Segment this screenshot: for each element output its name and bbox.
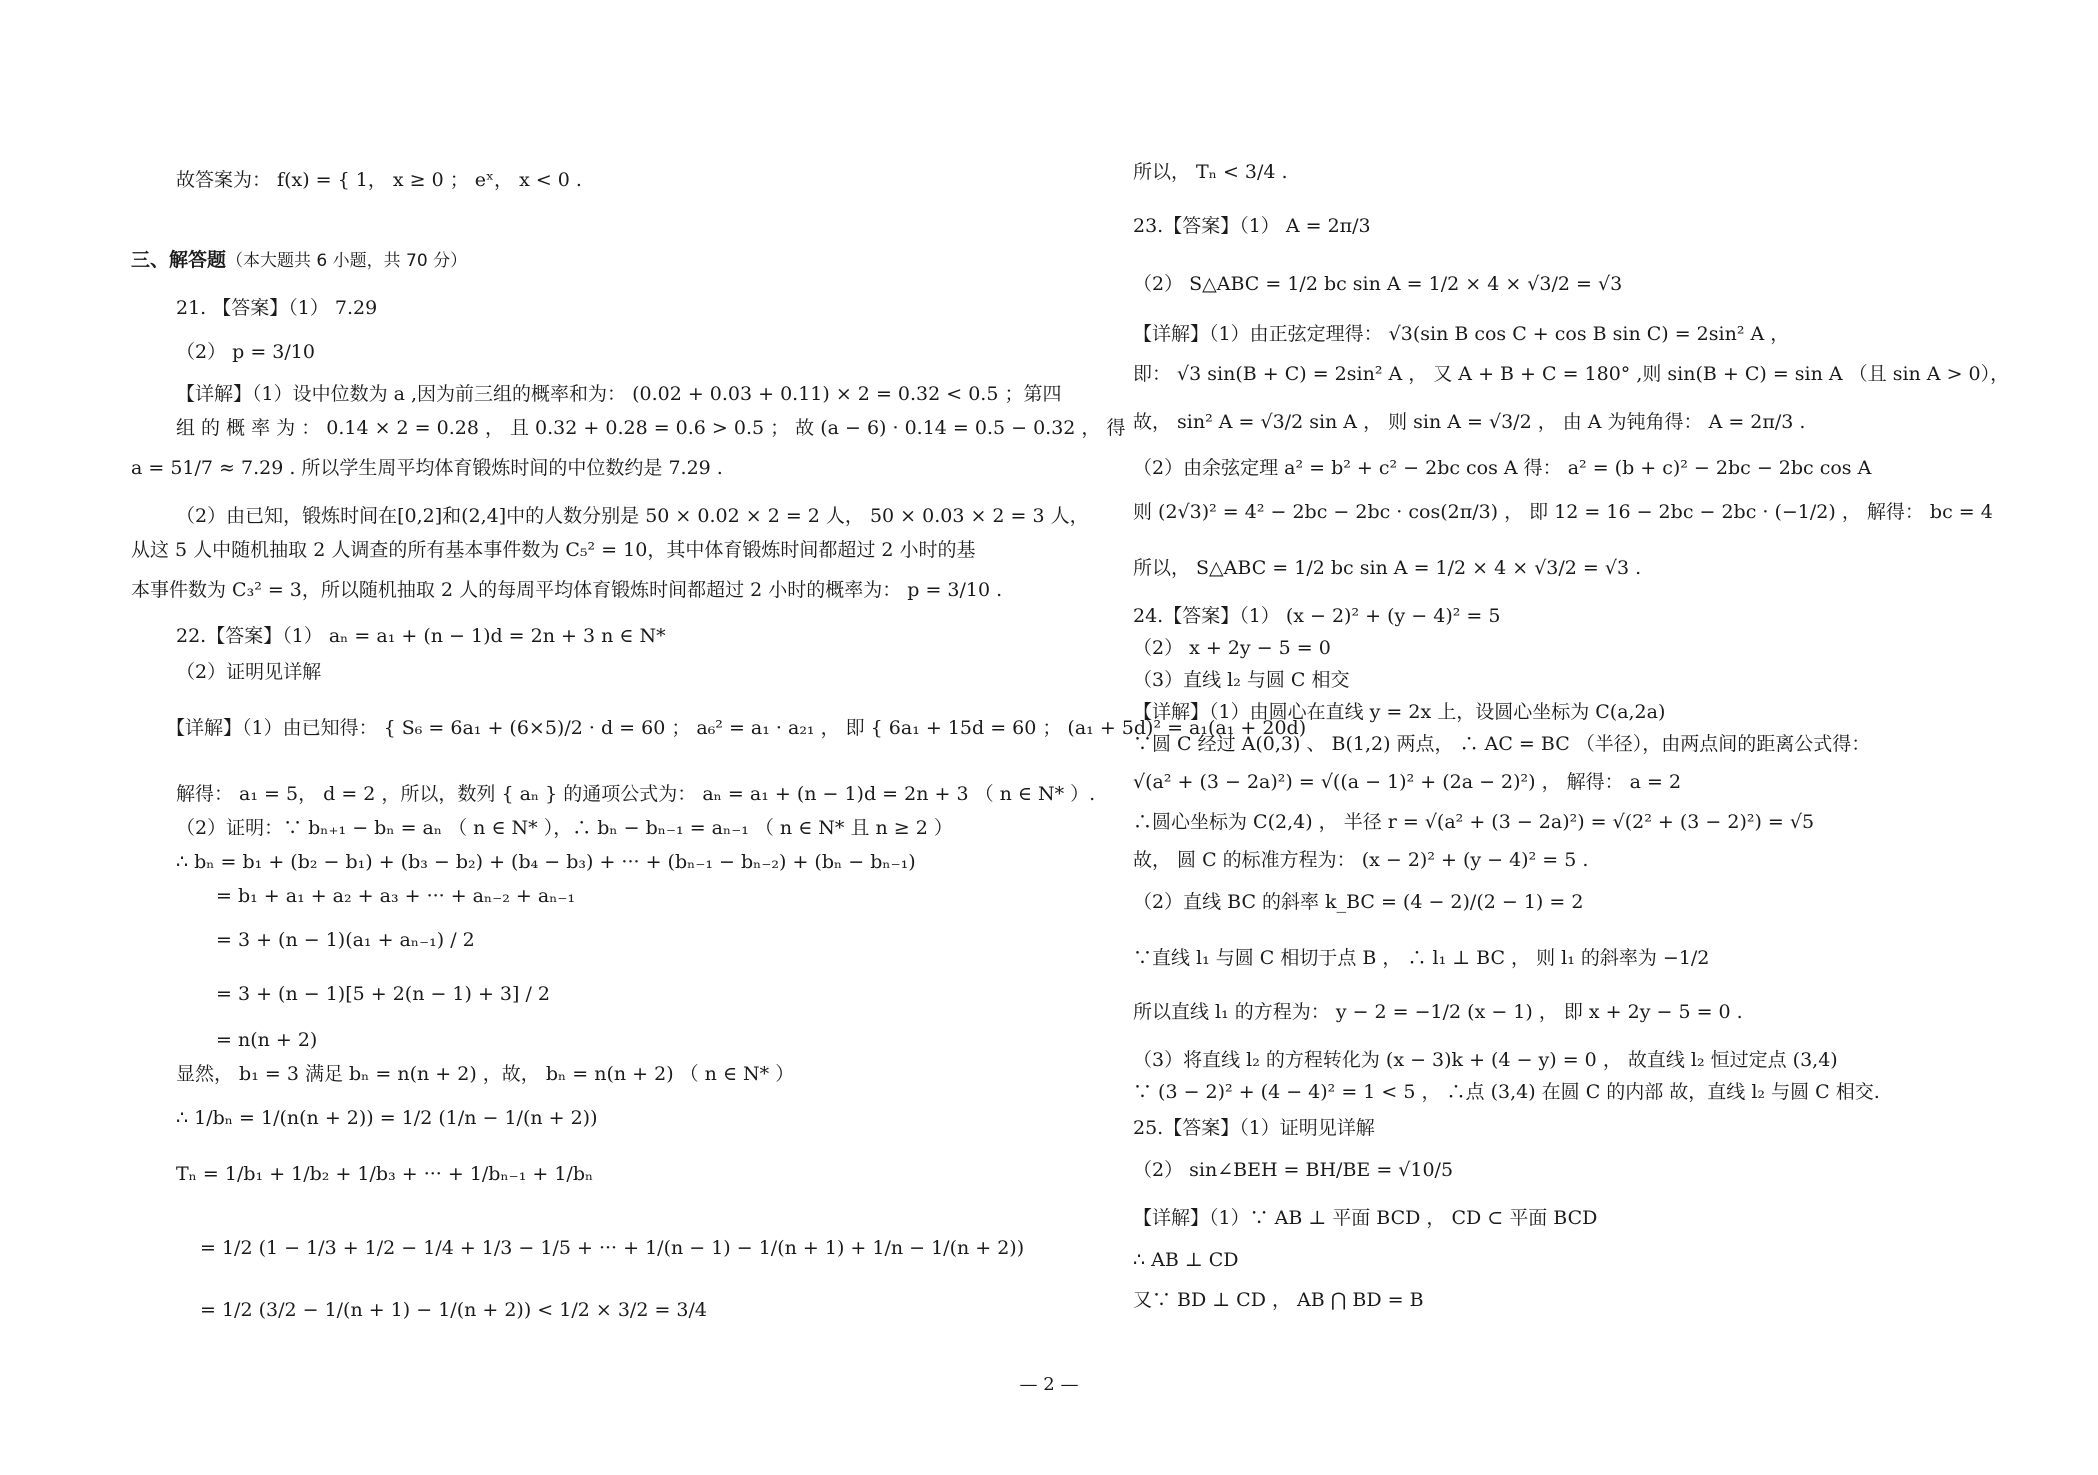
right-text-line	[1133, 810, 1814, 834]
left-text-line	[176, 816, 953, 840]
line-text: = n(n + 2)	[216, 1029, 318, 1051]
right-text-line	[1133, 668, 1349, 692]
right-text-line	[1133, 890, 1583, 914]
line-text: ∴ bₙ = b₁ + (b₂ − b₁) + (b₃ − b₂) + (b₄ − b₃) + ··· + (bₙ₋₁ − bₙ₋₂) + (bₙ − bₙ₋₁)	[176, 851, 916, 873]
page-number: — 2 —	[1019, 1374, 1079, 1395]
line-text: （3）将直线 l₂ 的方程转化为 (x − 3)k + (4 − y) = 0 ， 故直线 l₂ 恒过定点 (3,4)	[1133, 1049, 1838, 1071]
line-text: 又∵ BD ⊥ CD ， AB ⋂ BD = B	[1133, 1289, 1424, 1311]
section-note: （本大题共 6 小题，共 70 分）	[226, 251, 468, 271]
line-text: 故， 圆 C 的标准方程为： (x − 2)² + (y − 4)² = 5 .	[1133, 849, 1589, 871]
line-text: 所以直线 l₁ 的方程为： y − 2 = −1/2 (x − 1) ， 即 x + 2y − 5 = 0 .	[1133, 1001, 1743, 1023]
right-text-line	[1133, 1206, 1597, 1230]
right-text-line	[1133, 1158, 1453, 1182]
right-text-line	[1133, 700, 1665, 724]
line-text: 24.【答案】（1） (x − 2)² + (y − 4)² = 5	[1133, 605, 1501, 627]
line-text: 所以， Tₙ < 3/4 .	[1133, 161, 1288, 183]
line-text: ∵ (3 − 2)² + (4 − 4)² = 1 < 5 ， ∴点 (3,4) 在圆 C 的内部 故，直线 l₂ 与圆 C 相交.	[1133, 1081, 1880, 1103]
right-text-line	[1133, 500, 1993, 524]
line-text: = 3 + (n − 1)[5 + 2(n − 1) + 3] / 2	[216, 983, 551, 1005]
right-text-line	[1133, 732, 1870, 756]
right-text-line	[1133, 362, 2009, 386]
line-text: ∵圆 C 经过 A(0,3) 、 B(1,2) 两点， ∴ AC = BC （半径），由两点间的距离公式得：	[1133, 733, 1871, 755]
left-text-line	[131, 578, 1002, 602]
left-text-line	[216, 928, 475, 952]
right-text-line	[1133, 1248, 1239, 1272]
line-text: 本事件数为 C₃² = 3，所以随机抽取 2 人的每周平均体育锻炼时间都超过 2 小时的概率为： p = 3/10 .	[131, 579, 1003, 601]
left-text-line	[216, 884, 575, 908]
left-text-line	[176, 416, 1125, 440]
line-text: 组 的 概 率 为 ： 0.14 × 2 = 0.28 ， 且 0.32 + 0.28 = 0.6 > 0.5 ； 故 (a − 6) · 0.14 = 0.5 − 0.32 ， 得	[176, 417, 1126, 439]
line-text: （2）由余弦定理 a² = b² + c² − 2bc cos A 得： a² = (b + c)² − 2bc − 2bc cos A	[1133, 457, 1872, 479]
right-text-line	[1133, 946, 1709, 970]
line-text: 【详解】（1）由圆心在直线 y = 2x 上，设圆心坐标为 C(a,2a)	[1133, 701, 1666, 723]
line-text: 【详解】（1）∵ AB ⊥ 平面 BCD ， CD ⊂ 平面 BCD	[1133, 1207, 1598, 1229]
line-text: （3）直线 l₂ 与圆 C 相交	[1133, 669, 1350, 691]
line-text: 23.【答案】（1） A = 2π/3	[1133, 215, 1371, 237]
left-text-line	[131, 248, 467, 273]
line-text: 【详解】（1）设中位数为 a ,因为前三组的概率和为： (0.02 + 0.03 + 0.11) × 2 = 0.32 < 0.5 ；第四	[176, 383, 1062, 405]
left-text-line	[176, 296, 377, 320]
left-text-line	[176, 168, 582, 192]
line-text: 则 (2√3)² = 4² − 2bc − 2bc · cos(2π/3) ， 即 12 = 16 − 2bc − 2bc · (−1/2) ， 解得： bc = 4	[1133, 501, 1993, 523]
left-text-line	[176, 1106, 598, 1130]
right-text-line	[1133, 456, 1871, 480]
right-text-line	[1133, 1080, 1880, 1104]
line-text: （2）证明：∵ bₙ₊₁ − bₙ = aₙ （ n ∈ N* ），∴ bₙ − bₙ₋₁ = aₙ₋₁ （ n ∈ N* 且 n ≥ 2 ）	[176, 817, 953, 839]
right-text-line	[1133, 1000, 1743, 1024]
right-text-line	[1133, 322, 1789, 346]
right-text-line	[1133, 160, 1288, 184]
line-text: 故答案为： f(x) = { 1， x ≥ 0 ； eˣ， x < 0 .	[176, 169, 582, 191]
left-text-line	[176, 850, 916, 874]
line-text: （2）直线 BC 的斜率 k_BC = (4 − 2)/(2 − 1) = 2	[1133, 891, 1584, 913]
line-text: 【详解】（1）由正弦定理得： √3(sin B cos C + cos B sin C) = 2sin² A ，	[1133, 323, 1790, 345]
line-text: = 3 + (n − 1)(a₁ + aₙ₋₁) / 2	[216, 929, 475, 951]
right-text-line	[1133, 1116, 1375, 1140]
left-text-line	[176, 1162, 593, 1186]
left-text-line	[176, 782, 1095, 806]
line-text: （2） x + 2y − 5 = 0	[1133, 637, 1331, 659]
left-text-line	[176, 382, 1061, 406]
line-text: 即： √3 sin(B + C) = 2sin² A ， 又 A + B + C = 180° ,则 sin(B + C) = sin A （且 sin A > 0），	[1133, 363, 2010, 385]
line-text: 22.【答案】（1） aₙ = a₁ + (n − 1)d = 2n + 3 n ∈ N*	[176, 625, 666, 647]
line-text: （2） p = 3/10	[176, 341, 315, 363]
right-text-line	[1133, 1048, 1838, 1072]
line-text: a = 51/7 ≈ 7.29 . 所以学生周平均体育锻炼时间的中位数约是 7.29 .	[131, 457, 723, 479]
line-text: 从这 5 人中随机抽取 2 人调查的所有基本事件数为 C₅² = 10，其中体育锻炼时间都超过 2 小时的基	[131, 539, 976, 561]
line-text: ∴ 1/bₙ = 1/(n(n + 2)) = 1/2 (1/n − 1/(n + 2))	[176, 1107, 598, 1129]
left-text-line	[200, 1236, 1024, 1260]
line-text: 所以， S△ABC = 1/2 bc sin A = 1/2 × 4 × √3/2 = √3 .	[1133, 557, 1642, 579]
line-text: （2）由已知，锻炼时间在[0,2]和(2,4]中的人数分别是 50 × 0.02 × 2 = 2 人， 50 × 0.03 × 2 = 3 人，	[176, 505, 1089, 527]
left-text-line	[131, 456, 723, 480]
left-text-line	[216, 982, 550, 1006]
line-text: 解得： a₁ = 5， d = 2 ，所以，数列 { aₙ } 的通项公式为： aₙ = a₁ + (n − 1)d = 2n + 3 （ n ∈ N* ）.	[176, 783, 1096, 805]
line-text: √(a² + (3 − 2a)²) = √((a − 1)² + (2a − 2)²) ， 解得： a = 2	[1133, 771, 1682, 793]
line-text: （2）证明见详解	[176, 661, 322, 683]
right-text-line	[1133, 1288, 1424, 1312]
left-text-line	[176, 340, 315, 364]
line-text: 三、解答题	[131, 249, 227, 271]
line-text: 25.【答案】（1）证明见详解	[1133, 1117, 1375, 1139]
line-text: ∴ AB ⊥ CD	[1133, 1249, 1239, 1271]
right-text-line	[1133, 604, 1500, 628]
line-text: ∵直线 l₁ 与圆 C 相切于点 B ， ∴ l₁ ⊥ BC ， 则 l₁ 的斜率为 −1/2	[1133, 947, 1710, 969]
line-text: = b₁ + a₁ + a₂ + a₃ + ··· + aₙ₋₂ + aₙ₋₁	[216, 885, 576, 907]
line-text: = 1/2 (3/2 − 1/(n + 1) − 1/(n + 2)) < 1/2 × 3/2 = 3/4	[200, 1299, 707, 1321]
line-text: 显然， b₁ = 3 满足 bₙ = n(n + 2) ，故， bₙ = n(n + 2) （ n ∈ N* ）	[176, 1063, 795, 1085]
right-text-line	[1133, 556, 1641, 580]
right-text-line	[1133, 272, 1622, 296]
line-text: = 1/2 (1 − 1/3 + 1/2 − 1/4 + 1/3 − 1/5 + ··· + 1/(n − 1) − 1/(n + 1) + 1/n − 1/(n + 2))	[200, 1237, 1025, 1259]
line-text: Tₙ = 1/b₁ + 1/b₂ + 1/b₃ + ··· + 1/bₙ₋₁ + 1/bₙ	[176, 1163, 594, 1185]
right-text-line	[1133, 636, 1331, 660]
left-text-line	[176, 624, 666, 648]
right-text-line	[1133, 848, 1588, 872]
right-text-line	[1133, 770, 1681, 794]
left-text-line	[176, 504, 1089, 528]
line-text: （2） sin∠BEH = BH/BE = √10/5	[1133, 1159, 1454, 1181]
left-text-line	[200, 1298, 707, 1322]
line-text: 【详解】（1）由已知得： { S₆ = 6a₁ + (6×5)/2 · d = 60 ； a₆² = a₁ · a₂₁ ， 即 { 6a₁ + 15d = 60 ； (a₁ + 5d)² = a₁(a₁ + 20d)	[166, 717, 1307, 739]
line-text: （2） S△ABC = 1/2 bc sin A = 1/2 × 4 × √3/2 = √3	[1133, 273, 1623, 295]
left-text-line	[216, 1028, 317, 1052]
left-text-line	[176, 1062, 794, 1086]
line-text: ∴圆心坐标为 C(2,4) ， 半径 r = √(a² + (3 − 2a)²) = √(2² + (3 − 2)²) = √5	[1133, 811, 1815, 833]
right-text-line	[1133, 214, 1371, 238]
line-text: 21. 【答案】（1） 7.29	[176, 297, 378, 319]
right-text-line	[1133, 410, 1805, 434]
line-text: 故， sin² A = √3/2 sin A ， 则 sin A = √3/2 ， 由 A 为钝角得： A = 2π/3 .	[1133, 411, 1806, 433]
left-text-line	[176, 660, 321, 684]
left-text-line	[131, 538, 976, 562]
